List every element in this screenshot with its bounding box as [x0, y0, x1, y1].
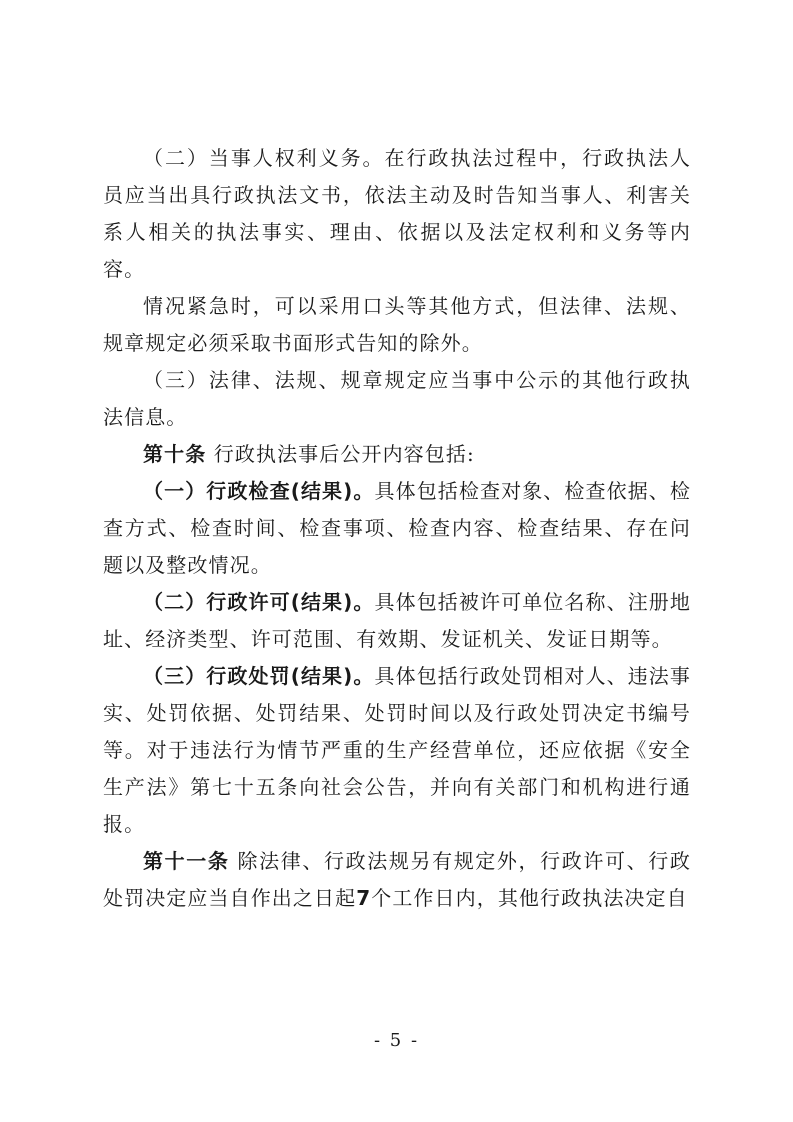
paragraph-text: 具体包括检查对象、检查依据、检查方式、检查时间、检查事项、检查内容、检查结果、存在问题以及整改情况。: [103, 479, 692, 577]
paragraph-rights-obligations: [103, 140, 691, 288]
article-11: [103, 843, 691, 917]
paragraph-emergency: [103, 288, 691, 362]
item-heading: （三）行政处罚(结果)。: [143, 664, 375, 688]
paragraph-number: 7: [356, 886, 372, 910]
paragraph-permit: [103, 584, 691, 658]
page-number: - 5 -: [373, 1030, 420, 1051]
paragraph-text: （二）当事人权利义务。在行政执法过程中，行政执法人员应当出具行政执法文书，依法主动及时告知当事人、利害关系人相关的执法事实、理由、依据以及法定权利和义务等内容。: [103, 146, 691, 281]
article-heading: 第十一条: [143, 849, 230, 873]
paragraph-text: 行政执法事后公开内容包括:: [206, 442, 475, 466]
paragraph-text: 情况紧急时，可以采用口头等其他方式，但法律、法规、规章规定必须采取书面形式告知的除外。: [103, 294, 691, 355]
paragraph-inspection: [103, 473, 691, 584]
paragraph-text: 具体包括行政处罚相对人、违法事实、处罚依据、处罚结果、处罚时间以及行政处罚决定书编号等。对于违法行为情节严重的生产经营单位，还应依据《安全生产法》第七十五条向社会公告，并向有关部门和机构进行通报。: [103, 664, 692, 836]
paragraph-text-tail: 个工作日内，其他行政执法决定自: [371, 886, 688, 910]
paragraph-text: （三）法律、法规、规章规定应当事中公示的其他行政执法信息。: [103, 368, 691, 429]
item-heading: （一）行政检查(结果)。: [143, 479, 375, 503]
paragraph-text: 除法律、行政法规另有规定外，行政许可、行政处罚决定应当自作出之日起: [103, 849, 692, 910]
paragraph-other-info: [103, 362, 691, 436]
paragraph-text: 具体包括被许可单位名称、注册地址、经济类型、许可范围、有效期、发证机关、发证日期等。: [103, 590, 692, 651]
paragraph-penalty: [103, 658, 691, 843]
document-body: [103, 140, 691, 917]
article-10: [103, 436, 691, 473]
item-heading: （二）行政许可(结果)。: [143, 590, 375, 614]
article-heading: 第十条: [143, 442, 207, 466]
